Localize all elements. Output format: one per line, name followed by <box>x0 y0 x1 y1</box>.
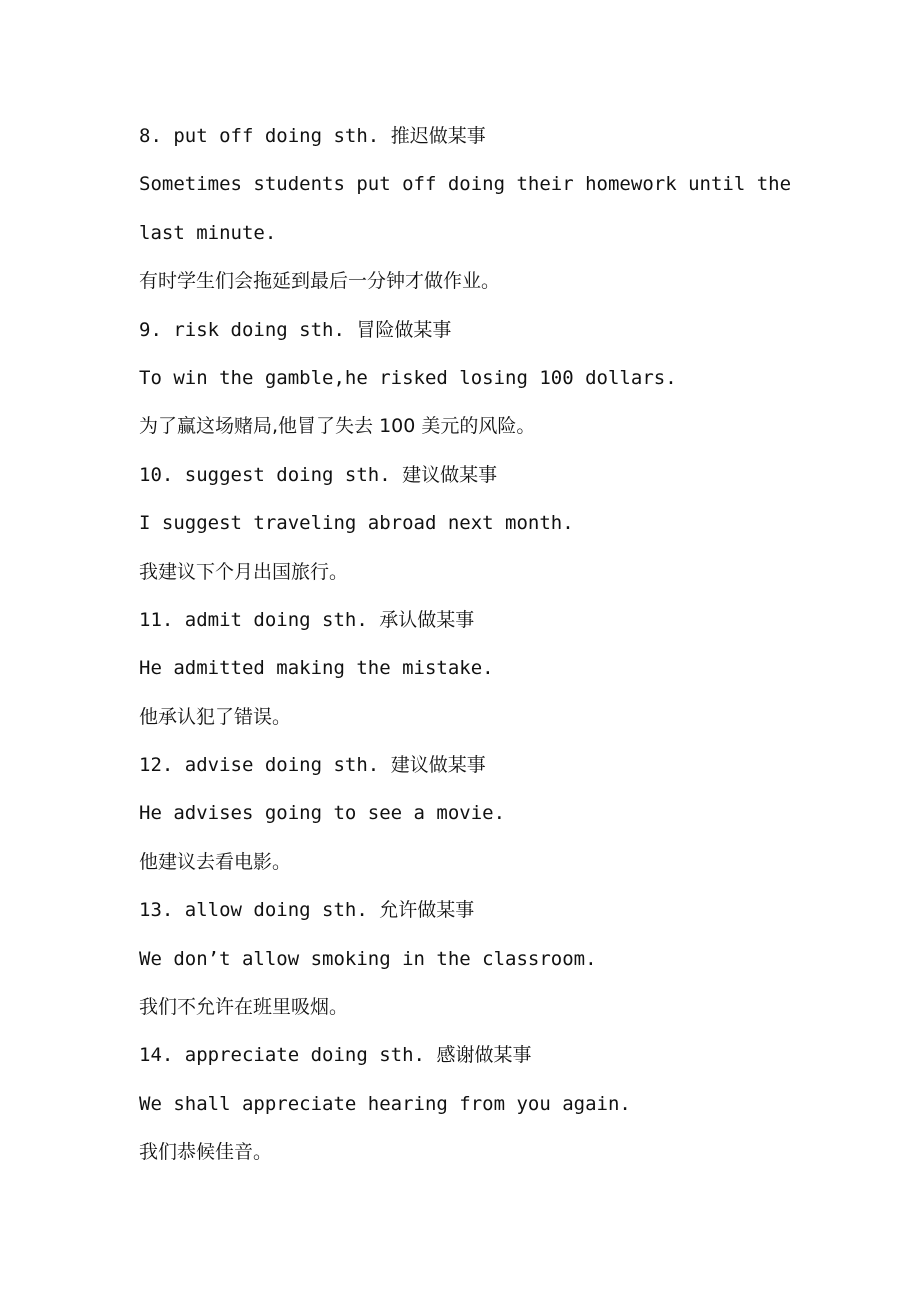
example-zh: 有时学生们会拖延到最后一分钟才做作业。 <box>139 270 501 293</box>
entry-heading <box>139 112 839 160</box>
example-en: We shall appreciate hearing from you again. <box>139 1092 631 1115</box>
example-en: I suggest traveling abroad next month. <box>139 512 574 535</box>
entry-heading <box>139 596 839 644</box>
example-en: He admitted making the mistake. <box>139 657 494 680</box>
entry-number: 9. <box>139 318 162 341</box>
entry-number: 11. <box>139 608 174 631</box>
entry-number: 13. <box>139 899 174 922</box>
entry-phrase: suggest doing sth. <box>184 463 391 486</box>
entry-heading <box>139 306 839 354</box>
entry-phrase: put off doing sth. <box>173 125 380 147</box>
example-zh: 我们恭候佳音。 <box>139 1141 273 1164</box>
entry-phrase: allow doing sth. <box>184 899 368 922</box>
entry-phrase: appreciate doing sth. <box>184 1044 425 1067</box>
entry-number: 14. <box>139 1044 174 1067</box>
document-body <box>139 112 839 1177</box>
example-zh: 他建议去看电影。 <box>139 850 292 873</box>
entry-number: 10. <box>139 463 174 486</box>
entry-number: 12. <box>139 754 174 777</box>
example-zh: 为了赢这场赌局,他冒了失去 100 美元的风险。 <box>139 415 536 438</box>
entry-phrase: advise doing sth. <box>184 754 380 777</box>
entry-meaning: 感谢做某事 <box>436 1044 532 1067</box>
entry-phrase: risk doing sth. <box>173 318 345 341</box>
example-en: We don’t allow smoking in the classroom. <box>139 947 597 970</box>
example-en: He advises going to see a movie. <box>139 802 506 825</box>
example-zh: 我建议下个月出国旅行。 <box>139 560 349 583</box>
entry-number: 8. <box>139 125 162 147</box>
entry-meaning: 建议做某事 <box>402 463 498 486</box>
entry-phrase: admit doing sth. <box>184 608 368 631</box>
entry-meaning: 冒险做某事 <box>356 318 452 341</box>
entry-heading <box>139 741 839 789</box>
entry-heading <box>139 451 839 499</box>
example-zh: 我们不允许在班里吸烟。 <box>139 996 349 1019</box>
example-en: last minute. <box>139 221 277 244</box>
entry-meaning: 推迟做某事 <box>390 125 486 147</box>
example-en: Sometimes students put off doing their homework until the <box>139 173 792 196</box>
entry-heading <box>139 886 839 934</box>
example-en: To win the gamble,he risked losing 100 dollars. <box>139 366 677 389</box>
entry-heading <box>139 1031 839 1079</box>
entry-meaning: 建议做某事 <box>390 754 486 777</box>
example-zh: 他承认犯了错误。 <box>139 705 292 728</box>
entry-meaning: 允许做某事 <box>379 899 475 922</box>
entry-meaning: 承认做某事 <box>379 608 475 631</box>
